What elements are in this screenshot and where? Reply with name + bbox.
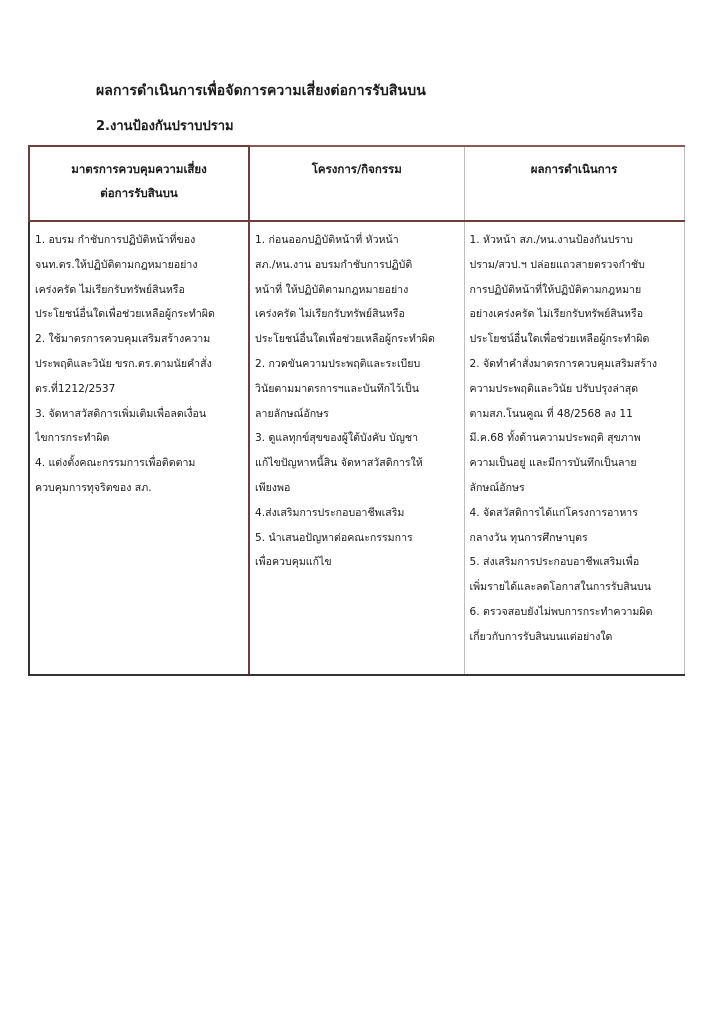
cell-text-line: ประโยชน์อื่นใดเพื่อช่วยเหลือผู้กระทำผิด <box>255 333 435 346</box>
cell-text-line: เพิ่มรายได้และลดโอกาสในการรับสินบน <box>469 581 651 594</box>
cell-text-line: 3. ดูแลทุกข์สุขของผู้ใต้บังคับ บัญชา <box>255 432 419 445</box>
cell-text-line: 5. นำเสนอปัญหาต่อคณะกรรมการ <box>255 531 413 544</box>
cell-text-line: 2. จัดทำคำสั่งมาตรการควบคุมเสริมสร้าง <box>469 357 658 370</box>
cell-text-line: กลางวัน ทุนการศึกษาบุตร <box>469 531 588 544</box>
cell-text-line: ลายลักษณ์อักษร <box>255 407 329 420</box>
cell-text-line: 1. ก่อนออกปฏิบัติหน้าที่ หัวหน้า <box>255 234 399 246</box>
cell-text-line: 6. ตรวจสอบยังไม่พบการกระทำความผิด <box>469 605 653 618</box>
header-risk-measures <box>29 146 249 221</box>
document-title: ผลการดำเนินการเพื่อจัดการความเสี่ยงต่อการรับสินบน <box>96 83 426 99</box>
cell-text-line: หน้าที่ ให้ปฏิบัติตามกฎหมายอย่าง <box>255 283 409 296</box>
header-line: โครงการ/กิจกรรม <box>311 162 402 176</box>
cell-text-line: ปราม/สวป.ฯ ปล่อยแถวสายตรวจกำชับ <box>469 258 645 271</box>
cell-text-line: เพียงพอ <box>255 481 291 494</box>
cell-text-line: 4. จัดสวัสดิการได้แก่โครงการอาหาร <box>469 506 638 519</box>
cell-operation-results <box>464 221 684 675</box>
header-line: ผลการดำเนินการ <box>530 162 618 176</box>
cell-text-line: ประโยชน์อื่นใดเพื่อช่วยเหลือผู้กระทำผิด <box>35 308 215 321</box>
cell-text-line: ตร.ที่1212/2537 <box>35 382 116 395</box>
cell-text-line: 2. ใช้มาตรการควบคุมเสริมสร้างความ <box>35 333 211 346</box>
table-row <box>29 221 684 675</box>
cell-projects-activities <box>249 221 464 675</box>
cell-text-line: วินัยตามมาตรการฯและบันทึกไว้เป็น <box>255 382 419 395</box>
cell-text-line: ประพฤติและวินัย ขรก.ตร.ตามนัยคำสั่ง <box>35 357 212 370</box>
cell-text-line: การปฏิบัติหน้าที่ให้ปฏิบัติตามกฎหมาย <box>469 283 642 296</box>
table-header-row <box>29 146 684 221</box>
cell-text-line: 3. จัดหาสวัสดิการเพิ่มเติมเพื่อลดเงื่อน <box>35 407 207 420</box>
cell-text-line: 1. อบรม กำชับการปฏิบัติหน้าที่ของ <box>35 234 196 246</box>
section-subtitle: 2.งานป้องกันปราบปราม <box>96 119 234 134</box>
cell-text-line: แก้ไขปัญหาหนี้สิน จัดหาสวัสดิการให้ <box>255 457 423 470</box>
header-operation-results <box>464 146 684 221</box>
cell-text-line: เคร่งครัด ไม่เรียกรับทรัพย์สินหรือ <box>35 283 185 296</box>
cell-text-line: เพื่อควบคุมแก้ไข <box>255 556 332 569</box>
cell-text-line: เกี่ยวกับการรับสินบนแต่อย่างใด <box>469 630 613 643</box>
cell-text-line: ไขการกระทำผิด <box>35 432 110 445</box>
cell-text-line: ความเป็นอยู่ และมีการบันทึกเป็นลาย <box>469 457 637 470</box>
header-projects-activities <box>249 146 464 221</box>
results-table-frame <box>28 145 683 657</box>
cell-text-line: สภ./หน.งาน อบรมกำชับการปฏิบัติ <box>255 258 413 271</box>
cell-text-line: 4.ส่งเสริมการประกอบอาชีพเสริม <box>255 506 405 519</box>
cell-text-line: ความประพฤติและวินัย ปรับปรุงล่าสุด <box>469 382 639 395</box>
cell-text-line: ลักษณ์อักษร <box>469 481 525 494</box>
cell-text-line: 1. หัวหน้า สภ./หน.งานป้องกันปราบ <box>469 234 633 246</box>
cell-text-line: 4. แต่งตั้งคณะกรรมการเพื่อติดตาม <box>35 457 196 470</box>
cell-text-line: ควบคุมการทุจริตของ สภ. <box>35 481 152 494</box>
cell-risk-measures <box>29 221 249 675</box>
cell-text-line: อย่างเคร่งครัด ไม่เรียกรับทรัพย์สินหรือ <box>469 308 644 321</box>
cell-text-line: มี.ค.68 ทั้งด้านความประพฤติ สุขภาพ <box>469 432 641 445</box>
cell-text-line: 5. ส่งเสริมการประกอบอาชีพเสริมเพื่อ <box>469 556 640 569</box>
results-table <box>28 145 685 676</box>
cell-text-line: จนท.ตร.ให้ปฏิบัติตามกฎหมายอย่าง <box>35 258 198 271</box>
cell-text-line: เคร่งครัด ไม่เรียกรับทรัพย์สินหรือ <box>255 308 405 321</box>
cell-text-line: ตามสภ.โนนคูณ ที่ 48/2568 ลง 11 <box>469 407 633 420</box>
cell-text-line: ประโยชน์อื่นใดเพื่อช่วยเหลือผู้กระทำผิด <box>469 333 650 346</box>
header-line: ต่อการรับสินบน <box>100 186 178 200</box>
cell-text-line: 2. กวดขันความประพฤติและระเบียบ <box>255 357 421 370</box>
header-line: มาตรการควบคุมความเสี่ยง <box>71 162 207 176</box>
